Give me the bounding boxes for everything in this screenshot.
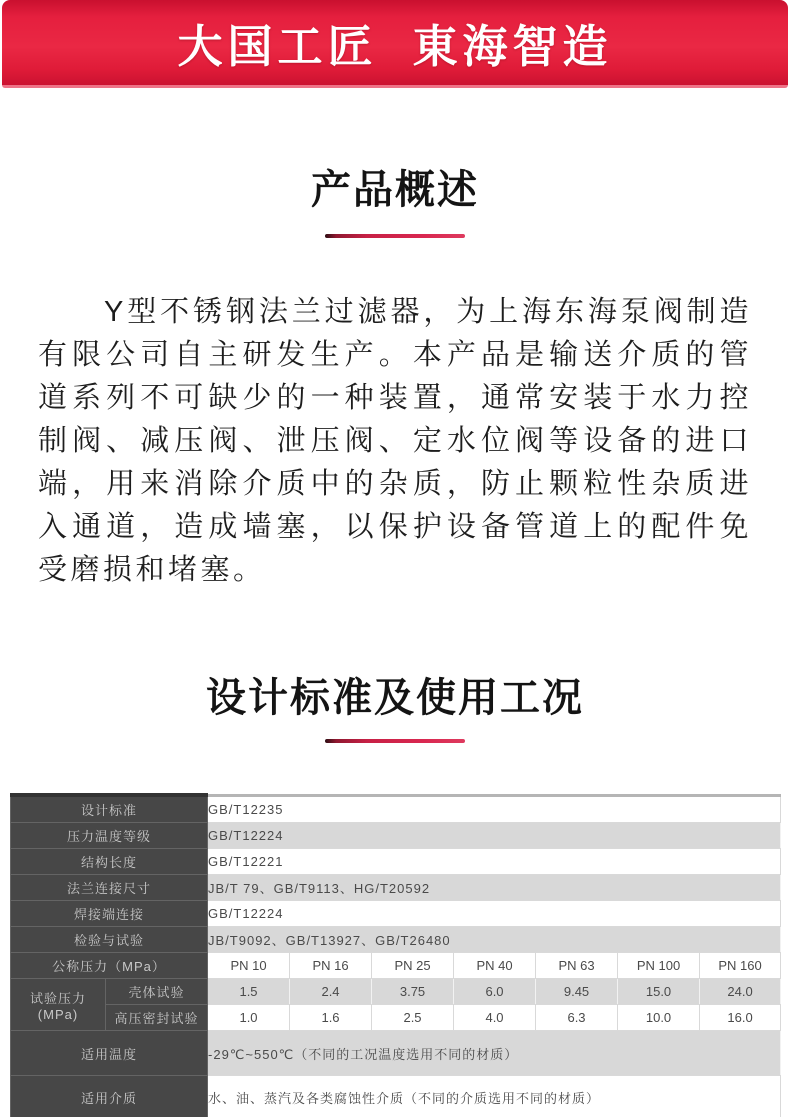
pn-column-header: PN 10 xyxy=(208,953,290,979)
table-row-flange-dimensions xyxy=(11,875,781,901)
brand-banner xyxy=(2,0,788,88)
row-label: 法兰连接尺寸 xyxy=(11,875,208,901)
row-label: 适用介质 xyxy=(11,1076,208,1117)
pn-column-header: PN 25 xyxy=(372,953,454,979)
cell-value: 2.5 xyxy=(372,1005,454,1031)
standards-section-title: 设计标准及使用工况 xyxy=(206,676,584,720)
row-label: 设计标准 xyxy=(11,795,208,823)
cell-value: 2.4 xyxy=(290,979,372,1005)
row-label: 高压密封试验 xyxy=(106,1005,208,1031)
row-label: 结构长度 xyxy=(11,849,208,875)
cell-value: 16.0 xyxy=(700,1005,781,1031)
overview-title-underline xyxy=(325,234,465,238)
pn-column-header: PN 40 xyxy=(454,953,536,979)
row-label: 公称压力（MPa） xyxy=(11,953,208,979)
row-label: 壳体试验 xyxy=(106,979,208,1005)
table-row-structure-length xyxy=(11,849,781,875)
standards-title-underline xyxy=(325,739,465,743)
row-label: 适用温度 xyxy=(11,1031,208,1076)
row-value: 水、油、蒸汽及各类腐蚀性介质（不同的介质选用不同的材质） xyxy=(208,1076,781,1117)
row-value: JB/T 79、GB/T9113、HG/T20592 xyxy=(208,875,781,901)
test-pressure-group-label: 试验压力(MPa) xyxy=(11,979,106,1031)
row-label: 检验与试验 xyxy=(11,927,208,953)
row-label: 压力温度等级 xyxy=(11,823,208,849)
table-row-weld-end-connection xyxy=(11,901,781,927)
row-value: GB/T12224 xyxy=(208,901,781,927)
cell-value: 1.0 xyxy=(208,1005,290,1031)
cell-value: 3.75 xyxy=(372,979,454,1005)
pn-column-header: PN 160 xyxy=(700,953,781,979)
table-row-design-standard xyxy=(11,795,781,823)
table-row-applicable-media xyxy=(11,1076,781,1117)
table-row-applicable-temperature xyxy=(11,1031,781,1076)
row-label: 焊接端连接 xyxy=(11,901,208,927)
cell-value: 4.0 xyxy=(454,1005,536,1031)
cell-value: 15.0 xyxy=(618,979,700,1005)
row-value: JB/T9092、GB/T13927、GB/T26480 xyxy=(208,927,781,953)
table-row-high-pressure-seal-test xyxy=(11,1005,781,1031)
cell-value: 9.45 xyxy=(536,979,618,1005)
row-value: -29℃~550℃（不同的工况温度选用不同的材质） xyxy=(208,1031,781,1076)
cell-value: 6.0 xyxy=(454,979,536,1005)
table-row-inspection-test xyxy=(11,927,781,953)
cell-value: 6.3 xyxy=(536,1005,618,1031)
overview-section-title: 产品概述 xyxy=(311,168,479,212)
table-row-shell-test xyxy=(11,979,781,1005)
cell-value: 1.6 xyxy=(290,1005,372,1031)
pn-column-header: PN 63 xyxy=(536,953,618,979)
spec-table-wrapper xyxy=(10,793,780,1117)
cell-value: 1.5 xyxy=(208,979,290,1005)
row-value: GB/T12224 xyxy=(208,823,781,849)
row-value: GB/T12235 xyxy=(208,795,781,823)
table-row-nominal-pressure xyxy=(11,953,781,979)
cell-value: 24.0 xyxy=(700,979,781,1005)
pn-column-header: PN 16 xyxy=(290,953,372,979)
brand-banner-title: 大国工匠 東海智造 xyxy=(177,21,613,72)
pn-column-header: PN 100 xyxy=(618,953,700,979)
table-row-pressure-temp-class xyxy=(11,823,781,849)
overview-paragraph: Y型不锈钢法兰过滤器，为上海东海泵阀制造有限公司自主研发生产。本产品是输送介质的管道系列不可缺少的一种装置，通常安装于水力控制阀、减压阀、泄压阀、定水位阀等设备的进口端，用来消除介质中的杂质，防止颗粒性杂质进入通道，造成墙塞，以保护设备管道上的配件免受磨损和堵塞。 xyxy=(38,296,752,586)
row-value: GB/T12221 xyxy=(208,849,781,875)
spec-table xyxy=(10,793,781,1117)
cell-value: 10.0 xyxy=(618,1005,700,1031)
